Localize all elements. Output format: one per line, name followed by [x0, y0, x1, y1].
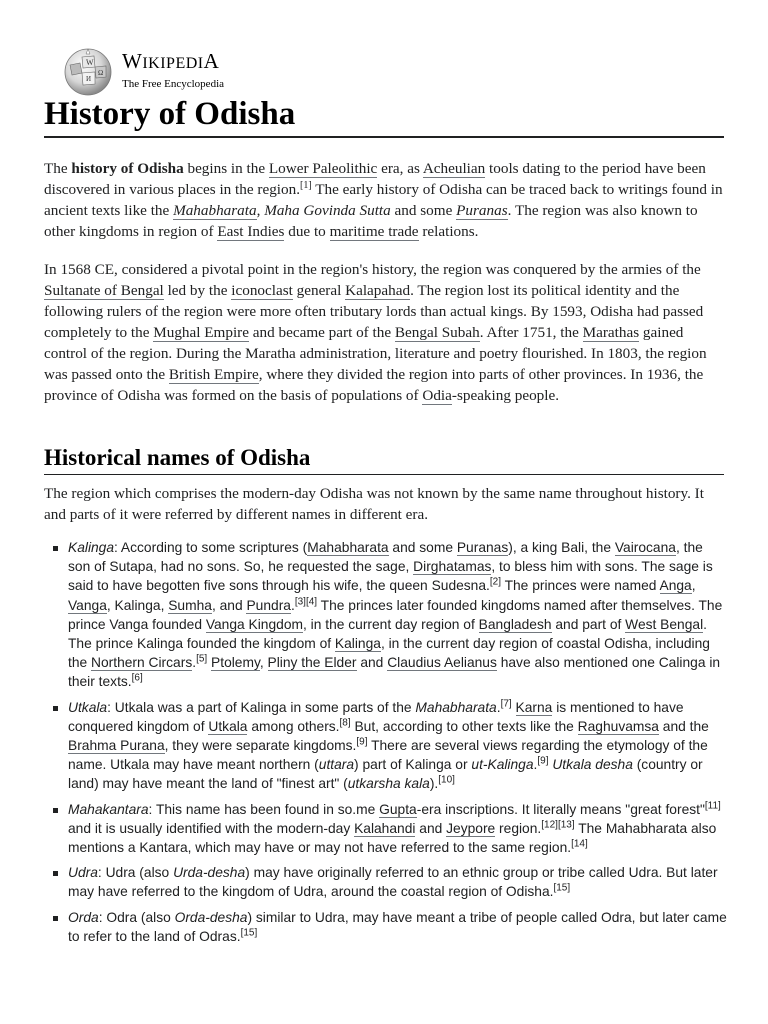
citation[interactable]: [8] [339, 717, 351, 729]
citation[interactable]: [14] [571, 838, 588, 850]
page-title: History of Odisha [44, 92, 724, 138]
svg-text:И: И [86, 75, 92, 83]
link-vanga-kingdom[interactable]: Vanga Kingdom [205, 616, 303, 632]
list-item: Orda: Odra (also Orda-desha) similar to Udra, may have meant a tribe of people called Odra, but later came to refer to the land of Odras.[15] [44, 908, 728, 946]
link-british-empire[interactable]: British Empire [168, 366, 259, 383]
link-vanga[interactable]: Vanga [68, 597, 107, 613]
link-puranas[interactable]: Puranas [456, 202, 508, 219]
list-item: Kalinga: According to some scriptures (Mahabharata and some Puranas), a king Bali, the Vairocana, the son of Sutapa, had no sons. So, he requested the sage, Dirghatamas, to bless him with sons. The sage is said to have begotten five sons through his wife, the queen Sudesna.[2] The princes were named Anga, Vanga, Kalinga, Sumha, and Pundra.[3][4] The princes later founded kingdoms named after themselves. The prince Vanga founded Vanga Kingdom, in the current day region of Bangladesh and part of West Bengal. The prince Kalinga founded the kingdom of Kalinga, in the current day region of coastal Odisha, including the Northern Circars.[5] Ptolemy, Pliny the Elder and Claudius Aelianus have also mentioned one Calinga in their texts.[6] [44, 538, 728, 692]
intro-paragraph-2: In 1568 CE, considered a pivotal point in the region's history, the region was conquered by the armies of the Sultanate of Bengal led by the iconoclast general Kalapahad. The region lost its political identity and the following rulers of the region were more often tributary lords than actual kings. By 1593, Odisha had passed completely to the Mughal Empire and became part of the Bengal Subah. After 1751, the Marathas gained control of the region. During the Maratha administration, literature and poetry flourished. In 1803, the region was passed onto the British Empire, where they divided the region into parts of other provinces. In 1936, the province of Odisha was formed on the basis of populations of Odia-speaking people. [44, 261, 707, 404]
link-sumha[interactable]: Sumha [168, 597, 212, 613]
link-raghuvamsa[interactable]: Raghuvamsa [577, 718, 659, 734]
link-odia[interactable]: Odia [422, 387, 452, 404]
link-utkala[interactable]: Utkala [208, 718, 248, 734]
link-kalahandi[interactable]: Kalahandi [354, 820, 416, 836]
link-acheulian[interactable]: Acheulian [422, 160, 486, 177]
link-northern-circars[interactable]: Northern Circars [91, 655, 193, 671]
list-item: Utkala: Utkala was a part of Kalinga in some parts of the Mahabharata.[7] Karna is mentioned to have conquered kingdom of Utkala among others.[8] But, according to other texts like the Raghuvamsa and the Brahma Purana, they were separate kingdoms.[9] There are several views regarding the etymology of the name. Utkala may have meant northern (uttara) part of Kalinga or ut-Kalinga.[9] Utkala desha (country or land) may have meant the land of "finest art" (utkarsha kala).[10] [44, 698, 728, 794]
site-name: WIKIPEDIA [122, 49, 220, 73]
link-vairocana[interactable]: Vairocana [614, 540, 676, 555]
link-kalapahad[interactable]: Kalapahad [345, 282, 411, 299]
citation[interactable]: [12] [541, 819, 558, 831]
link-dirghatamas[interactable]: Dirghatamas [413, 559, 492, 575]
citation[interactable]: [9] [356, 736, 368, 748]
citation[interactable]: [11] [704, 800, 721, 812]
svg-text:W: W [86, 58, 94, 67]
citation[interactable]: [15] [240, 927, 258, 939]
link-karna[interactable]: Karna [515, 699, 553, 715]
intro-paragraph-1: The history of Odisha begins in the Lower Paleolithic era, as Acheulian tools dating to the period have been discovered in various places in the region.[1] The early history of Odisha can be traced back to writings found in ancient texts like the Mahabharata, Maha Govinda Sutta and some Puranas. The region was also known to other kingdoms in region of East Indies due to maritime trade relations. [44, 160, 723, 240]
link-gupta[interactable]: Gupta [379, 801, 417, 817]
citation[interactable]: [10] [438, 774, 455, 786]
link-east-indies[interactable]: East Indies [217, 223, 285, 240]
link-kalinga[interactable]: Kalinga [334, 636, 381, 652]
citation[interactable]: [15] [553, 882, 571, 894]
citation[interactable]: [2] [489, 576, 501, 588]
link-ptolemy[interactable]: Ptolemy [211, 655, 260, 671]
link-lower-paleolithic[interactable]: Lower Paleolithic [268, 160, 378, 177]
citation[interactable]: [9] [537, 755, 549, 767]
link-maritime-trade[interactable]: maritime trade [329, 223, 419, 240]
site-tagline: The Free Encyclopedia [122, 78, 225, 90]
citation[interactable]: [3] [294, 596, 306, 608]
link-claudius-aelianus[interactable]: Claudius Aelianus [387, 655, 497, 671]
citation[interactable]: [5] [196, 653, 208, 665]
citation[interactable]: [4] [305, 596, 318, 608]
link-brahma-purana[interactable]: Brahma Purana [68, 738, 165, 754]
citation[interactable]: [6] [131, 672, 143, 684]
link-mahabharata[interactable]: Mahabharata [307, 540, 389, 555]
historical-names-list [44, 538, 728, 952]
link-bangladesh[interactable]: Bangladesh [478, 616, 552, 632]
link-anga[interactable]: Anga [659, 578, 692, 594]
citation[interactable]: [1] [300, 179, 312, 191]
list-item: Mahakantara: This name has been found in so.me Gupta-era inscriptions. It literally means "great forest"[11] and it is usually identified with the modern-day Kalahandi and Jeypore region.[12][13] The Mahabharata also mentions a Kantara, which may have or may not have referred to the same region.[14] [44, 800, 728, 858]
link-jeypore[interactable]: Jeypore [446, 820, 496, 836]
citation[interactable]: [7] [500, 698, 512, 710]
link-iconoclast[interactable]: iconoclast [231, 282, 293, 299]
link-bengal-subah[interactable]: Bengal Subah [394, 324, 480, 341]
svg-text:Ω: Ω [98, 69, 104, 77]
wikipedia-globe-icon[interactable] [62, 45, 114, 97]
section-heading: Historical names of Odisha [44, 442, 724, 475]
list-item: Udra: Udra (also Urda-desha) may have originally referred to an ethnic group or tribe called Udra. But later may have referred to the kingdom of Udra, around the coastal region of Odisha.[15] [44, 863, 728, 901]
section-intro: The region which comprises the modern-day Odisha was not known by the same name throughout history. It and parts of it were referred by different names in different era. [44, 485, 704, 523]
link-marathas[interactable]: Marathas [582, 324, 640, 341]
wikipedia-wordmark[interactable] [122, 50, 224, 91]
link-mughal-empire[interactable]: Mughal Empire [153, 324, 249, 341]
link-mahabharata[interactable]: Mahabharata [173, 202, 257, 219]
link-sultanate-of-bengal[interactable]: Sultanate of Bengal [44, 282, 164, 299]
link-puranas[interactable]: Puranas [456, 540, 509, 555]
link-west-bengal[interactable]: West Bengal [625, 616, 704, 632]
link-pliny-the-elder[interactable]: Pliny the Elder [267, 655, 357, 671]
citation[interactable]: [13] [557, 819, 575, 831]
link-pundra[interactable]: Pundra [246, 597, 291, 613]
